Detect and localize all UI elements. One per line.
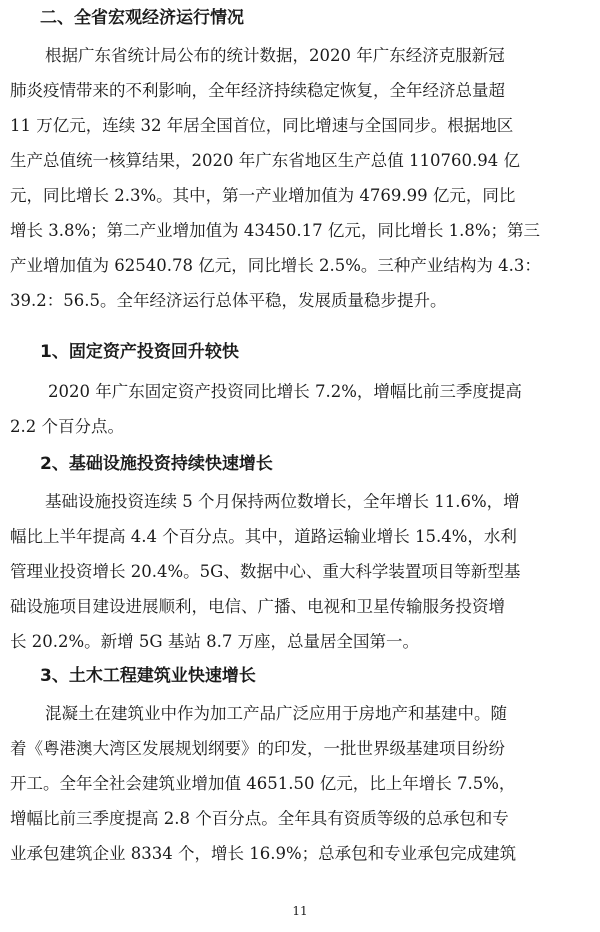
section-heading: 二、全省宏观经济运行情况 (40, 8, 244, 28)
subsection-2-paragraph (10, 484, 596, 659)
paragraph-line: 混凝土在建筑业中作为加工产品广泛应用于房地产和基建中。随 (45, 704, 507, 723)
paragraph-line: 着《粤港澳大湾区发展规划纲要》的印发，一批世界级基建项目纷纷 (10, 739, 505, 758)
subsection-1-paragraph (10, 374, 596, 444)
paragraph-line: 生产总值统一核算结果，2020 年广东省地区生产总值 110760.94 亿 (10, 151, 520, 170)
paragraph-line: 管理业投资增长 20.4%。5G、数据中心、重大科学装置项目等新型基 (10, 562, 521, 581)
subsection-3-paragraph (10, 696, 596, 871)
paragraph-line: 增幅比前三季度提高 2.8 个百分点。全年具有资质等级的总承包和专 (10, 809, 509, 828)
page-number: 11 (292, 904, 308, 918)
paragraph-line: 肺炎疫情带来的不利影响，全年经济持续稳定恢复，全年经济总量超 (10, 81, 505, 100)
paragraph-line: 长 20.2%。新增 5G 基站 8.7 万座，总量居全国第一。 (10, 632, 420, 651)
paragraph-line: 元，同比增长 2.3%。其中，第一产业增加值为 4769.99 亿元，同比 (10, 186, 516, 205)
subsection-1-heading: 1、固定资产投资回升较快 (40, 342, 239, 362)
section-paragraph (10, 38, 596, 318)
paragraph-line: 业承包建筑企业 8334 个，增长 16.9%；总承包和专业承包完成建筑 (10, 844, 517, 863)
paragraph-line: 幅比上半年提高 4.4 个百分点。其中，道路运输业增长 15.4%，水利 (10, 527, 517, 546)
subsection-2-heading: 2、基础设施投资持续快速增长 (40, 454, 273, 474)
paragraph-line: 础设施项目建设进展顺利，电信、广播、电视和卫星传输服务投资增 (10, 597, 505, 616)
paragraph-line: 根据广东省统计局公布的统计数据，2020 年广东经济克服新冠 (45, 46, 505, 65)
paragraph-line: 增长 3.8%；第二产业增加值为 43450.17 亿元，同比增长 1.8%；第三 (10, 221, 541, 240)
paragraph-line: 产业增加值为 62540.78 亿元，同比增长 2.5%。三种产业结构为 4.3： (10, 256, 541, 275)
paragraph-line: 基础设施投资连续 5 个月保持两位数增长，全年增长 11.6%，增 (45, 492, 520, 511)
paragraph-line: 11 万亿元，连续 32 年居全国首位，同比增速与全国同步。根据地区 (10, 116, 514, 135)
subsection-3-heading: 3、土木工程建筑业快速增长 (40, 666, 256, 686)
paragraph-line: 2020 年广东固定资产投资同比增长 7.2%，增幅比前三季度提高 (48, 382, 522, 401)
paragraph-line: 开工。全年全社会建筑业增加值 4651.50 亿元，比上年增长 7.5%， (10, 774, 516, 793)
paragraph-line: 39.2：56.5。全年经济运行总体平稳，发展质量稳步提升。 (10, 291, 447, 310)
paragraph-line: 2.2 个百分点。 (10, 417, 124, 436)
